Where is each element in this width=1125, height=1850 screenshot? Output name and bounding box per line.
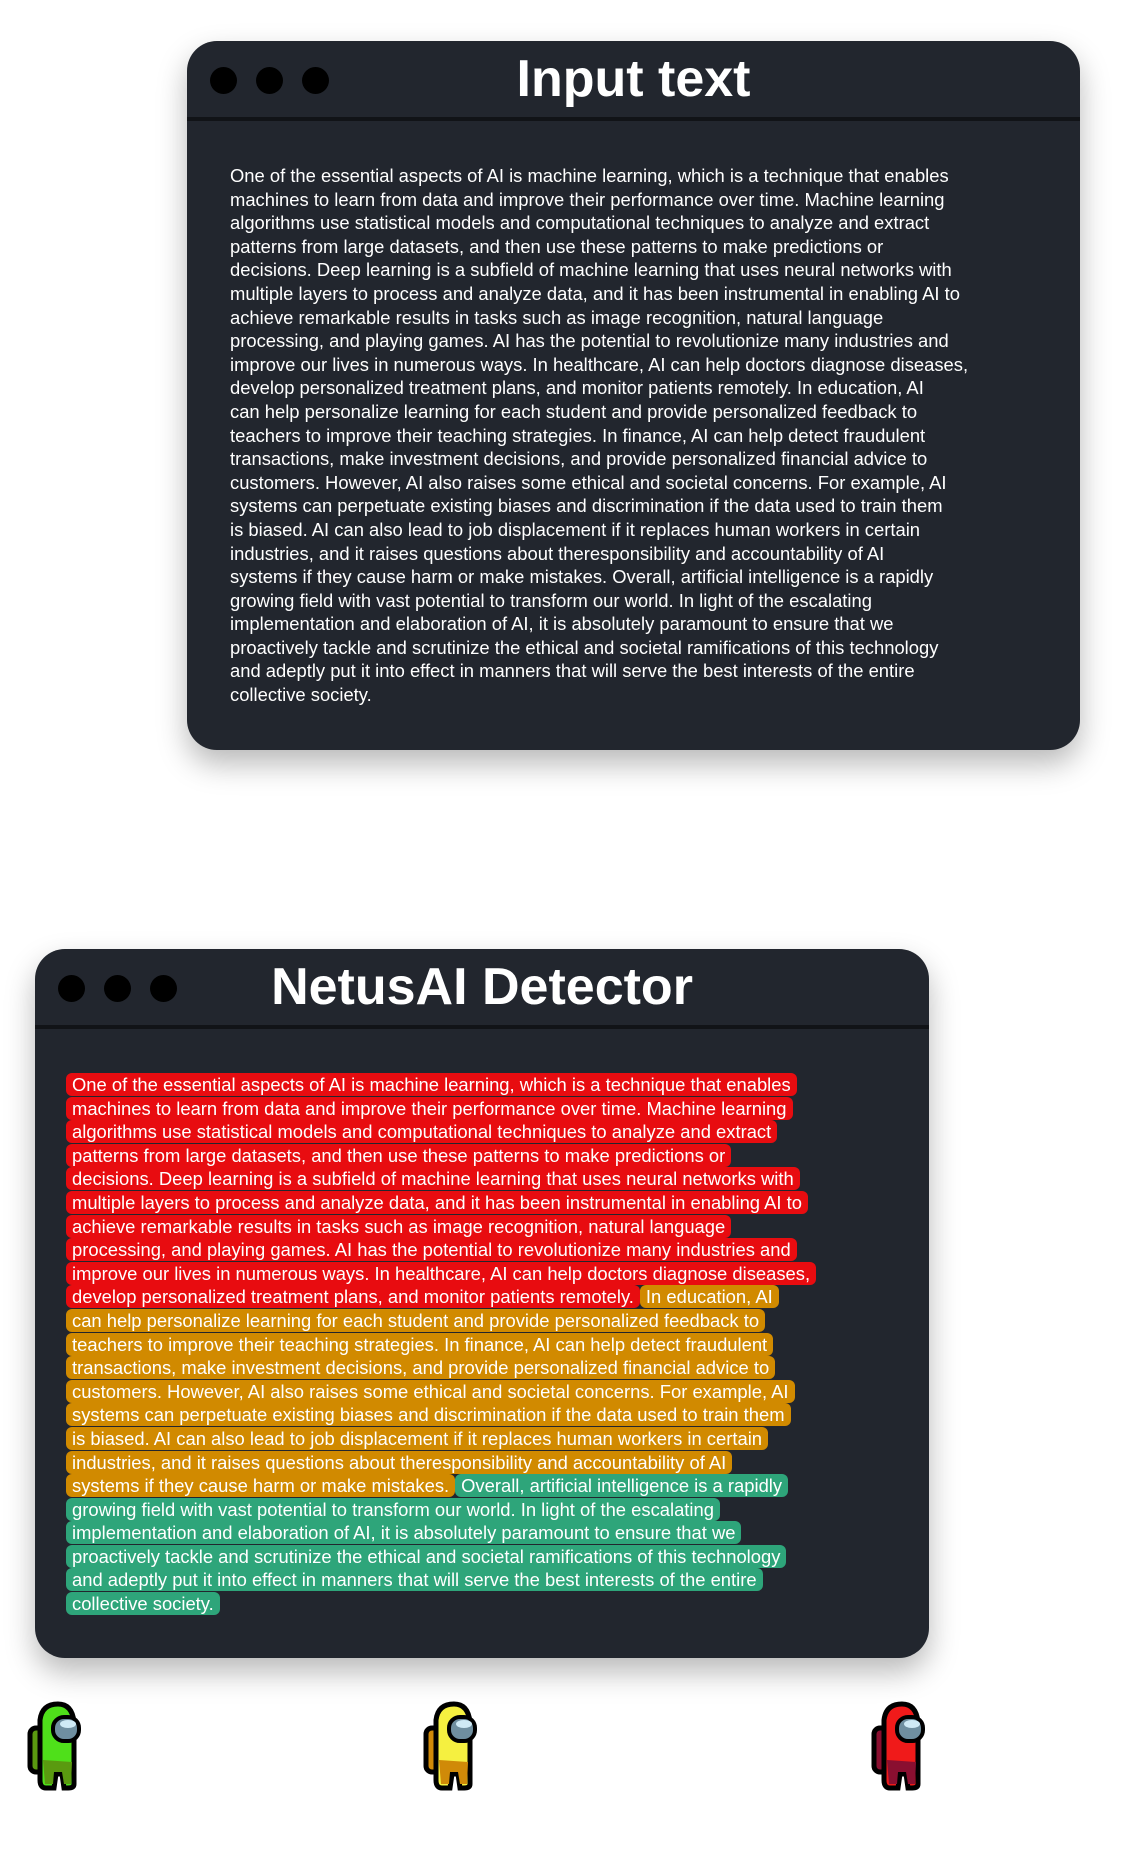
highlight-segment-red: multiple layers to process and analyze data, and it has been instrumental in enabling AI to [66,1191,808,1214]
highlight-segment-red: develop personalized treatment plans, and monitor patients remotely. [66,1285,640,1308]
highlight-segment-green: collective society. [66,1592,220,1615]
highlighted-line [72,1592,822,1616]
window-header [187,41,1080,121]
text-line: decisions. Deep learning is a subfield of machine learning that uses neural networks with [230,259,952,281]
text-line: customers. However, AI also raises some ethical and societal concerns. For example, AI [230,471,947,493]
input-text-window [187,41,1080,750]
highlight-segment-orange: industries, and it raises questions about theresponsibility and accountability of AI [66,1451,732,1474]
highlighted-line [72,1262,822,1286]
highlight-segment-green: growing field with vast potential to transform our world. In light of the escalating [66,1498,720,1521]
text-line: multiple layers to process and analyze data, and it has been instrumental in enabling AI to [230,282,960,304]
highlighted-line [72,1238,822,1262]
green-crewmate-icon [26,1700,96,1792]
highlighted-line [72,1309,822,1333]
text-line: teachers to improve their teaching strategies. In finance, AI can help detect fraudulent [230,424,926,446]
highlight-segment-green: and adeptly put it into effect in manners that will serve the best interests of the entire [66,1568,763,1591]
highlighted-line [72,1380,822,1404]
text-line: achieve remarkable results in tasks such as image recognition, natural language [230,306,884,328]
highlight-segment-green: proactively tackle and scrutinize the ethical and societal ramifications of this technology [66,1545,786,1568]
input-text-body [230,164,968,707]
window-title: NetusAI Detector [271,958,693,1016]
highlighted-line [72,1167,822,1191]
text-line: patterns from large datasets, and then use these patterns to make predictions or [230,235,884,257]
window-title: Input text [516,50,751,108]
highlight-segment-green: implementation and elaboration of AI, it is absolutely paramount to ensure that we [66,1521,741,1544]
red-crewmate-icon [870,1700,940,1792]
highlight-segment-orange: teachers to improve their teaching strategies. In finance, AI can help detect fraudulent [66,1333,773,1356]
highlight-segment-red: processing, and playing games. AI has the potential to revolutionize many industries and [66,1238,797,1261]
highlight-segment-red: patterns from large datasets, and then use these patterns to make predictions or [66,1144,731,1167]
highlight-segment-orange: can help personalize learning for each student and provide personalized feedback to [66,1309,765,1332]
highlighted-line [72,1568,822,1592]
text-line: One of the essential aspects of AI is machine learning, which is a technique that enables [230,165,949,186]
highlight-segment-red: achieve remarkable results in tasks such as image recognition, natural language [66,1215,731,1238]
highlighted-line [72,1215,822,1239]
highlighted-line [72,1356,822,1380]
highlighted-line [72,1498,822,1522]
highlighted-line [72,1144,822,1168]
detector-window [35,949,929,1658]
text-line: systems if they cause harm or make mistakes. Overall, artificial intelligence is a rapidly [230,566,934,588]
highlighted-line [72,1403,822,1427]
highlight-segment-red: machines to learn from data and improve their performance over time. Machine learning [66,1097,793,1120]
highlighted-line [72,1474,822,1498]
highlight-segment-orange: transactions, make investment decisions, and provide personalized financial advice to [66,1356,775,1379]
text-line: systems can perpetuate existing biases and discrimination if the data used to train them [230,495,943,517]
highlight-segment-orange: In education, AI [640,1285,779,1308]
text-line: proactively tackle and scrutinize the ethical and societal ramifications of this technology [230,636,939,658]
highlight-segment-red: algorithms use statistical models and computational techniques to analyze and extract [66,1120,777,1143]
highlighted-line [72,1521,822,1545]
highlighted-line [72,1545,822,1569]
text-line: machines to learn from data and improve their performance over time. Machine learning [230,188,945,210]
highlighted-line [72,1191,822,1215]
highlighted-line [72,1097,822,1121]
text-line: improve our lives in numerous ways. In healthcare, AI can help doctors diagnose diseases, [230,353,969,375]
highlighted-line [72,1120,822,1144]
text-line: is biased. AI can also lead to job displacement if it replaces human workers in certain [230,518,921,540]
text-line: collective society. [230,684,372,706]
text-line: can help personalize learning for each student and provide personalized feedback to [230,400,918,422]
highlight-segment-orange: customers. However, AI also raises some ethical and societal concerns. For example, AI [66,1380,795,1403]
highlight-segment-orange: systems if they cause harm or make mistakes. [66,1474,455,1497]
text-line: industries, and it raises questions about theresponsibility and accountability of AI [230,542,885,564]
text-line: growing field with vast potential to transform our world. In light of the escalating [230,589,872,611]
text-line: develop personalized treatment plans, and monitor patients remotely. In education, AI [230,377,924,399]
text-line: algorithms use statistical models and computational techniques to analyze and extract [230,212,930,234]
yellow-crewmate-icon [422,1700,492,1792]
text-line: transactions, make investment decisions, and provide personalized financial advice to [230,448,928,470]
highlighted-line [72,1451,822,1475]
window-header [35,949,929,1029]
highlight-segment-orange: systems can perpetuate existing biases and discrimination if the data used to train them [66,1403,791,1426]
highlight-segment-orange: is biased. AI can also lead to job displacement if it replaces human workers in certain [66,1427,768,1450]
highlight-segment-green: Overall, artificial intelligence is a rapidly [455,1474,788,1497]
detector-highlighted-text [72,1073,822,1616]
highlighted-line [72,1285,822,1309]
highlighted-line [72,1427,822,1451]
highlighted-line [72,1333,822,1357]
highlight-segment-red: improve our lives in numerous ways. In healthcare, AI can help doctors diagnose diseases, [66,1262,816,1285]
text-line: and adeptly put it into effect in manners that will serve the best interests of the entire [230,660,915,682]
highlight-segment-red: decisions. Deep learning is a subfield of machine learning that uses neural networks with [66,1167,800,1190]
text-line: implementation and elaboration of AI, it is absolutely paramount to ensure that we [230,613,894,635]
highlighted-line [72,1073,822,1097]
text-line: processing, and playing games. AI has the potential to revolutionize many industries and [230,330,949,352]
highlight-segment-red: One of the essential aspects of AI is machine learning, which is a technique that enables [66,1073,797,1096]
